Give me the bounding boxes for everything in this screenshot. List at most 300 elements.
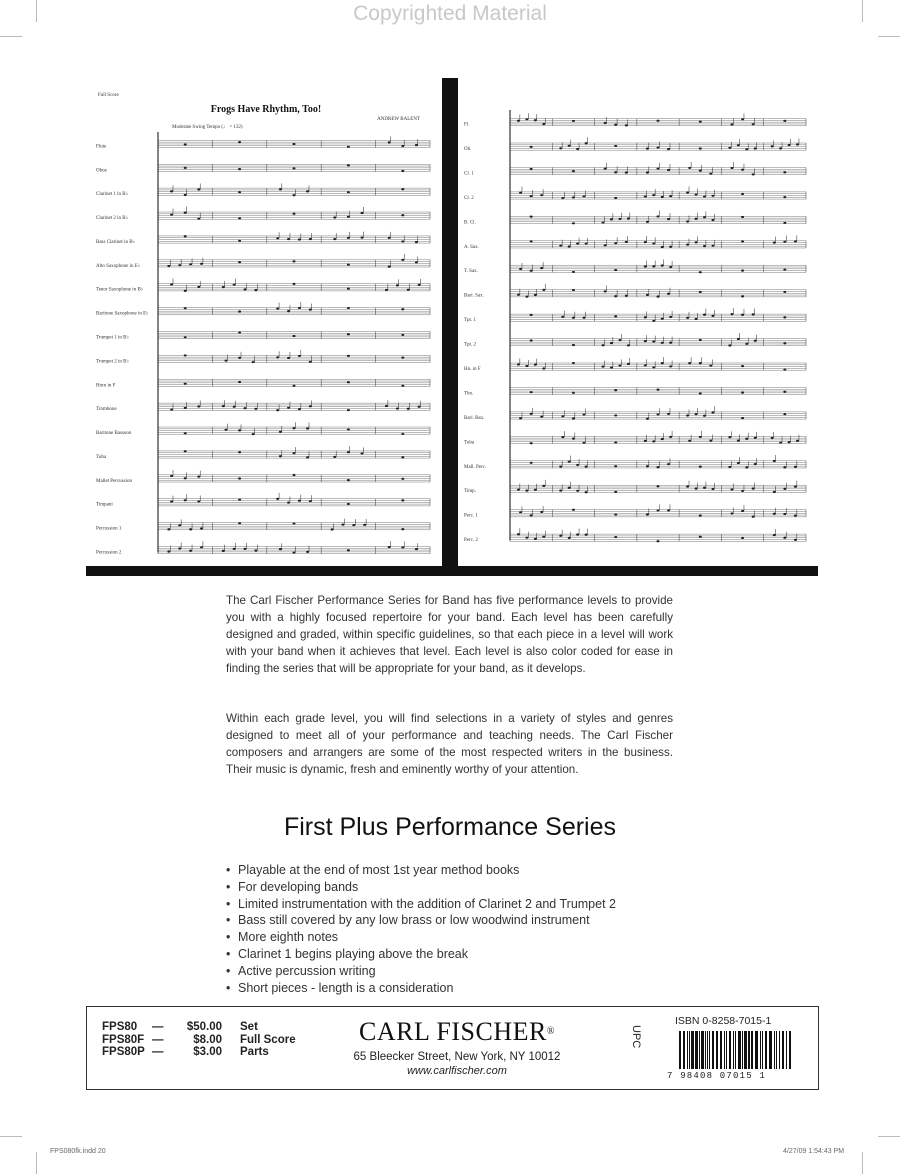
note-head xyxy=(401,385,404,387)
note-head xyxy=(699,339,702,341)
note-head xyxy=(238,191,241,193)
note-head xyxy=(572,196,575,198)
note-head xyxy=(644,265,647,267)
note-head xyxy=(333,216,336,218)
note-head xyxy=(657,485,660,487)
note-head xyxy=(542,367,545,369)
note-head xyxy=(731,488,734,490)
note-head xyxy=(614,414,617,416)
note-head xyxy=(561,197,564,199)
note-head xyxy=(238,168,241,170)
note-head xyxy=(361,452,364,454)
publisher-name: CARL FISCHER® xyxy=(359,1017,555,1046)
note-head xyxy=(534,538,537,540)
note-head xyxy=(783,171,786,173)
note-head xyxy=(238,357,241,359)
note-head xyxy=(783,513,786,515)
note-head xyxy=(661,246,664,248)
note-head xyxy=(709,172,712,174)
note-head xyxy=(293,260,296,262)
note-head xyxy=(293,213,296,215)
note-head xyxy=(189,263,192,265)
list-item: • Playable at the end of most 1st year method books xyxy=(226,863,520,877)
barcode-bar xyxy=(695,1031,698,1069)
instrument-label: Perc. 1 xyxy=(464,513,478,519)
note-head xyxy=(614,514,617,516)
instrument-label: Timp. xyxy=(464,489,476,495)
note-head xyxy=(686,486,689,488)
note-head xyxy=(610,218,613,220)
note-head xyxy=(254,549,257,551)
note-head xyxy=(396,284,399,286)
instrument-label: A. Sax. xyxy=(464,244,479,250)
bullet-icon: • xyxy=(226,879,231,894)
instrument-label: Tuba xyxy=(464,440,475,446)
note-head xyxy=(525,118,528,120)
note-head xyxy=(711,195,714,197)
note-head xyxy=(686,414,689,416)
note-head xyxy=(200,546,203,548)
note-head xyxy=(293,474,296,476)
note-head xyxy=(644,316,647,318)
crop-mark xyxy=(862,1152,863,1174)
note-head xyxy=(559,489,562,491)
note-head xyxy=(583,413,586,415)
note-head xyxy=(222,405,225,407)
note-head xyxy=(783,240,786,242)
note-head xyxy=(401,259,404,261)
note-head xyxy=(287,310,290,312)
note-head xyxy=(418,406,421,408)
price-list xyxy=(102,1021,296,1059)
crop-mark xyxy=(878,36,900,37)
publisher-website: www.carlfischer.com xyxy=(407,1065,507,1077)
note-head xyxy=(407,408,410,410)
note-head xyxy=(347,164,350,166)
note-head xyxy=(306,551,309,553)
note-head xyxy=(407,289,410,291)
note-head xyxy=(276,308,279,310)
bullet-icon: • xyxy=(226,896,231,911)
barcode-bar xyxy=(779,1031,780,1069)
note-head xyxy=(361,237,364,239)
note-head xyxy=(625,241,628,243)
barcode-bar xyxy=(701,1031,704,1069)
note-head xyxy=(614,242,617,244)
instrument-label: Horn in F xyxy=(96,383,116,389)
note-head xyxy=(583,317,586,319)
note-head xyxy=(540,511,543,513)
note-head xyxy=(644,364,647,366)
note-head xyxy=(711,219,714,221)
note-head xyxy=(170,409,173,411)
note-head xyxy=(189,550,192,552)
note-head xyxy=(625,172,628,174)
note-head xyxy=(602,344,605,346)
note-head xyxy=(568,245,571,247)
note-head xyxy=(652,242,655,244)
note-head xyxy=(276,409,279,411)
note-head xyxy=(699,271,702,273)
barcode-bar xyxy=(733,1031,734,1069)
note-head xyxy=(669,195,672,197)
note-head xyxy=(610,342,613,344)
barcode-bar xyxy=(705,1031,706,1069)
note-head xyxy=(298,355,301,357)
note-head xyxy=(741,365,744,367)
instrument-label: Bari. Bsn. xyxy=(464,415,485,421)
note-head xyxy=(773,534,776,536)
note-head xyxy=(170,283,173,285)
barcode-bar xyxy=(765,1031,767,1069)
note-head xyxy=(252,433,255,435)
note-head xyxy=(333,238,336,240)
note-head xyxy=(773,513,776,515)
note-head xyxy=(741,169,744,171)
note-head xyxy=(741,118,744,120)
note-head xyxy=(614,295,617,297)
barcode-bar xyxy=(735,1031,736,1069)
note-head xyxy=(530,514,533,516)
note-head xyxy=(794,240,797,242)
note-head xyxy=(644,440,647,442)
instrument-label: T. Sax. xyxy=(464,269,478,275)
note-head xyxy=(170,213,173,215)
note-head xyxy=(602,221,605,223)
barcode-bar xyxy=(755,1031,758,1069)
note-head xyxy=(347,146,350,148)
note-head xyxy=(585,534,588,536)
note-head xyxy=(686,220,689,222)
note-head xyxy=(517,120,520,122)
note-head xyxy=(170,190,173,192)
note-head xyxy=(170,501,173,503)
note-head xyxy=(625,295,628,297)
note-head xyxy=(341,523,344,525)
note-head xyxy=(293,335,296,337)
note-head xyxy=(530,339,533,341)
instrument-label: Tuba xyxy=(96,454,107,460)
note-head xyxy=(559,147,562,149)
instrument-label: Alto Saxophone in E♭ xyxy=(96,263,141,269)
note-head xyxy=(627,344,630,346)
note-head xyxy=(238,477,241,479)
note-head xyxy=(197,286,200,288)
note-head xyxy=(238,332,241,334)
note-head xyxy=(614,536,617,538)
instrument-label: Percussion 1 xyxy=(96,526,122,532)
note-head xyxy=(699,362,702,364)
note-head xyxy=(741,216,744,218)
note-head xyxy=(711,411,714,413)
note-head xyxy=(519,511,522,513)
note-head xyxy=(745,438,748,440)
barcode-bar xyxy=(729,1031,731,1069)
note-head xyxy=(184,432,187,434)
series-title: First Plus Performance Series xyxy=(283,813,617,841)
note-head xyxy=(644,195,647,197)
note-head xyxy=(667,148,670,150)
instrument-label: Tpt. 2 xyxy=(464,342,476,348)
note-head xyxy=(773,491,776,493)
instrument-label: Trumpet 2 in B♭ xyxy=(96,359,129,365)
note-head xyxy=(699,392,702,394)
barcode-icon xyxy=(677,1031,795,1071)
list-item: • For developing bands xyxy=(226,879,359,894)
note-head xyxy=(614,171,617,173)
page-spine xyxy=(442,78,458,568)
note-head xyxy=(711,245,714,247)
note-head xyxy=(796,440,799,442)
note-head xyxy=(222,286,225,288)
barcode-bar xyxy=(744,1031,747,1069)
note-head xyxy=(688,362,691,364)
note-head xyxy=(779,147,782,149)
note-head xyxy=(347,237,350,239)
note-head xyxy=(530,391,533,393)
instrument-label: Cl. 2 xyxy=(464,195,474,201)
note-head xyxy=(534,364,537,366)
note-head xyxy=(184,477,187,479)
list-item: • Bass still covered by any low brass or low woodwind instrument xyxy=(226,913,590,928)
note-head xyxy=(728,466,731,468)
note-head xyxy=(585,466,588,468)
note-head xyxy=(737,439,740,441)
note-head xyxy=(788,441,791,443)
note-head xyxy=(347,191,350,193)
barcode-bar xyxy=(786,1031,787,1069)
instrument-label: Trumpet 1 in B♭ xyxy=(96,335,129,341)
barcode-bar xyxy=(707,1031,708,1069)
barcode-bar xyxy=(691,1031,694,1069)
note-head xyxy=(287,501,290,503)
note-head xyxy=(401,546,404,548)
note-head xyxy=(388,141,391,143)
note-head xyxy=(754,147,757,149)
note-head xyxy=(602,366,605,368)
note-head xyxy=(233,406,236,408)
note-head xyxy=(309,238,312,240)
note-head xyxy=(347,288,350,290)
instrument-label: Perc. 2 xyxy=(464,538,478,544)
note-head xyxy=(530,146,533,148)
bullet-icon: • xyxy=(226,980,231,995)
note-head xyxy=(540,194,543,196)
note-head xyxy=(309,361,312,363)
note-head xyxy=(401,214,404,216)
note-head xyxy=(669,342,672,344)
note-head xyxy=(703,415,706,417)
note-head xyxy=(699,170,702,172)
note-head xyxy=(184,407,187,409)
note-head xyxy=(238,429,241,431)
note-head xyxy=(741,510,744,512)
score-bottom-band xyxy=(86,566,818,576)
note-head xyxy=(695,318,698,320)
note-head xyxy=(530,462,533,464)
note-head xyxy=(783,342,786,344)
note-head xyxy=(401,308,404,310)
note-head xyxy=(741,392,744,394)
note-head xyxy=(614,441,617,443)
barcode-bar xyxy=(774,1031,775,1069)
note-head xyxy=(614,197,617,199)
note-head xyxy=(614,465,617,467)
note-head xyxy=(646,294,649,296)
price-row: FPS80F — $8.00 Full Score xyxy=(102,1033,296,1046)
note-head xyxy=(794,539,797,541)
note-head xyxy=(542,535,545,537)
note-head xyxy=(646,514,649,516)
barcode-bar xyxy=(679,1031,681,1069)
footer-box xyxy=(86,1006,819,1090)
note-head xyxy=(184,290,187,292)
note-head xyxy=(184,450,187,452)
note-head xyxy=(298,500,301,502)
instrument-label: Tenor Saxophone in B♭ xyxy=(96,287,144,293)
note-head xyxy=(184,235,187,237)
note-head xyxy=(238,240,241,242)
note-head xyxy=(741,490,744,492)
intro-paragraph-1: The Carl Fischer Performance Series for Band has five performance levels to provide you with a highly focused repertoire for your band. Each level has been carefully designed and graded, within specific guidelines, so that each piece in a level will work with your band when it achieves that level. Each level is also color coded for ease in finding the series that will be appropriate for your band, as it develops. xyxy=(226,594,673,675)
note-head xyxy=(728,344,731,346)
note-head xyxy=(618,364,621,366)
note-head xyxy=(347,479,350,481)
barcode-bar xyxy=(738,1031,741,1069)
note-head xyxy=(244,407,247,409)
barcode-bar xyxy=(712,1031,714,1069)
note-head xyxy=(401,170,404,172)
note-head xyxy=(238,217,241,219)
note-head xyxy=(401,499,404,501)
note-head xyxy=(752,516,755,518)
barcode-bar xyxy=(720,1031,722,1069)
note-head xyxy=(252,361,255,363)
barcode-bar xyxy=(789,1031,791,1069)
note-head xyxy=(347,409,350,411)
note-head xyxy=(347,503,350,505)
note-head xyxy=(401,356,404,358)
note-head xyxy=(293,522,296,524)
note-head xyxy=(184,336,187,338)
note-head xyxy=(238,499,241,501)
note-head xyxy=(667,218,670,220)
note-head xyxy=(669,246,672,248)
note-head xyxy=(293,167,296,169)
note-head xyxy=(184,499,187,501)
barcode-bar xyxy=(762,1031,763,1069)
note-head xyxy=(669,266,672,268)
note-head xyxy=(741,295,744,297)
note-head xyxy=(745,466,748,468)
note-head xyxy=(657,388,660,390)
note-head xyxy=(667,169,670,171)
note-head xyxy=(415,241,418,243)
note-head xyxy=(197,476,200,478)
note-head xyxy=(306,427,309,429)
note-head xyxy=(293,194,296,196)
list-item: • Short pieces - length is a consideration xyxy=(226,980,454,995)
note-head xyxy=(385,405,388,407)
note-head xyxy=(686,317,689,319)
note-head xyxy=(731,313,734,315)
publisher-address: 65 Bleecker Street, New York, NY 10012 xyxy=(353,1051,561,1063)
note-head xyxy=(783,120,786,122)
note-head xyxy=(752,123,755,125)
publisher-block xyxy=(337,1017,577,1077)
note-head xyxy=(279,188,282,190)
note-head xyxy=(752,313,755,315)
note-head xyxy=(699,121,702,123)
note-head xyxy=(709,439,712,441)
note-head xyxy=(401,478,404,480)
note-head xyxy=(559,466,562,468)
note-head xyxy=(530,413,533,415)
note-head xyxy=(771,145,774,147)
note-head xyxy=(184,212,187,214)
note-head xyxy=(287,407,290,409)
note-head xyxy=(530,195,533,197)
note-head xyxy=(276,498,279,500)
note-head xyxy=(572,344,575,346)
instrument-label: Mall. Perc. xyxy=(464,464,487,470)
note-head xyxy=(773,242,776,244)
note-head xyxy=(646,465,649,467)
note-head xyxy=(572,392,575,394)
note-head xyxy=(752,487,755,489)
note-head xyxy=(657,413,660,415)
barcode-bar xyxy=(709,1031,710,1069)
note-head xyxy=(646,418,649,420)
note-head xyxy=(167,528,170,530)
note-head xyxy=(517,533,520,535)
note-head xyxy=(519,192,522,194)
note-head xyxy=(401,240,404,242)
note-head xyxy=(279,548,282,550)
note-head xyxy=(197,218,200,220)
note-head xyxy=(519,417,522,419)
note-head xyxy=(331,528,334,530)
note-head xyxy=(627,217,630,219)
instrument-label: Ob. xyxy=(464,147,472,152)
note-head xyxy=(572,222,575,224)
instrument-label: Hn. in F xyxy=(464,367,481,372)
note-head xyxy=(293,385,296,387)
note-head xyxy=(576,148,579,150)
note-head xyxy=(783,316,786,318)
note-head xyxy=(688,167,691,169)
note-head xyxy=(657,168,660,170)
note-head xyxy=(396,407,399,409)
note-head xyxy=(783,488,786,490)
instrument-label: Bass Clarinet in B♭ xyxy=(96,239,135,245)
note-head xyxy=(542,289,545,291)
note-head xyxy=(333,456,336,458)
note-head xyxy=(347,549,350,551)
note-head xyxy=(657,295,660,297)
note-head xyxy=(361,212,364,214)
note-head xyxy=(293,427,296,429)
note-head xyxy=(540,416,543,418)
note-head xyxy=(754,340,757,342)
note-head xyxy=(731,167,734,169)
note-head xyxy=(703,195,706,197)
note-head xyxy=(741,417,744,419)
note-head xyxy=(189,528,192,530)
note-head xyxy=(568,537,571,539)
note-head xyxy=(737,338,740,340)
note-head xyxy=(415,548,418,550)
